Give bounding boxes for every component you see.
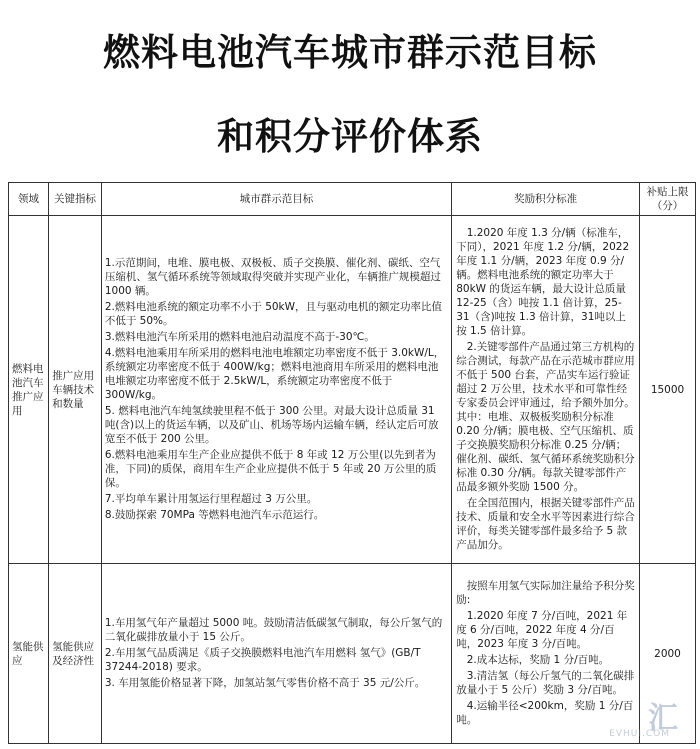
row-indicator: 氢能供应及经济性 [49,564,102,744]
goal-item: 8.鼓励探索 70MPa 等燃料电池汽车示范运行。 [104,508,325,521]
row-rules [452,216,640,564]
rule-item: 2.关键零部件产品通过第三方机构的综合测试，每款产品在示范城市群应用不低于 500 台套，产品实车运行验证超过 2 万公里，技术水平和可靠性经专家委员会评审通过，给予额外加分。其中：电堆、双极板奖励积分标准 0.20 分/辆；膜电极、空气压缩机、质子交换膜奖励积分标准 0.25 分/辆；催化剂、碳纸、氢气循环系统奖励积分标准 0.30 分/辆。每款关键零部件产品最多额外奖励 1500 分。 [456,340,635,493]
header-indicator: 关键指标 [49,183,102,216]
goal-item: 1.示范期间，电堆、膜电极、双极板、质子交换膜、催化剂、碳纸、空气压缩机、氢气循环系统等领域取得突破并实现产业化，车辆推广规模超过 1000 辆。 [104,256,441,297]
row-cap: 2000 [640,564,696,744]
watermark-small: EVHUI.COM [609,729,670,739]
rule-item: 3.清洁氢（每公斤氢气的二氧化碳排放量小于 5 公斤）奖励 3 分/百吨。 [456,669,635,696]
rule-item: 2.成本达标，奖励 1 分/百吨。 [466,653,610,666]
rule-item: 1.2020 年度 7 分/百吨，2021 年度 6 分/百吨，2022 年度 4 分/百吨，2023 年度 3 分/百吨。 [456,609,628,650]
evaluation-table [8,182,696,744]
page-title-line1: 燃料电池汽车城市群示范目标 [103,31,597,74]
goal-item: 3. 车用氢能价格显著下降，加氢站氢气零售价格不高于 35 元/公斤。 [104,676,426,689]
goal-item: 2.车用氢气品质满足《质子交换膜燃料电池汽车用燃料 氢气》(GB/T 37244-2018) 要求。 [104,646,421,673]
rule-item: 1.2020 年度 1.3 分/辆（标准车，下同），2021 年度 1.2 分/辆，2022 年度 1.1 分/辆，2023 年度 0.9 分/辆。燃料电池系统的额定功率大于 80kW 的货运车辆，最大设计总质量 12-25（含）吨按 1.1 倍计算，25-31（含)吨按 1.3 倍计算，31吨以上按 1.5 倍计算。 [456,226,630,337]
header-domain: 领域 [9,183,49,216]
row-goals [101,564,451,744]
goal-item: 1.车用氢气年产量超过 5000 吨。鼓励清洁低碳氢气制取，每公斤氢气的二氧化碳排放量小于 15 公斤。 [104,616,443,643]
goal-item: 3.燃料电池汽车所采用的燃料电池启动温度不高于-30℃。 [104,330,375,343]
watermark-logo [572,693,692,743]
header-cap: 补贴上限（分） [640,183,696,216]
rule-item: 在全国范围内，根据关键零部件产品技术、质量和安全水平等因素进行综合评价，每类关键零部件最多给予 5 款产品加分。 [456,496,635,551]
row-cap: 15000 [640,216,696,564]
table-header-row [9,183,696,216]
rule-item: 4.运输半径<200km，奖励 1 分/百吨。 [456,699,634,726]
goal-item: 4.燃料电池乘用车所采用的燃料电池电堆额定功率密度不低于 3.0kW/L，系统额定功率密度不低于 400W/kg；燃料电池商用车所采用的燃料电池电堆额定功率密度不低于 2.5kW/L，系统额定功率密度不低于 300W/kg。 [104,346,445,401]
row-goals [101,216,451,564]
header-rule: 奖励积分标准 [452,183,640,216]
row-domain: 燃料电池汽车推广应用 [9,216,49,564]
goal-item: 2.燃料电池系统的额定功率不小于 50kW，且与驱动电机的额定功率比值不低于 50%。 [104,300,443,327]
rule-item: 按照车用氢气实际加注量给予积分奖励: [456,579,635,606]
row-domain: 氢能供应 [9,564,49,744]
goal-item: 7.平均单车累计用氢运行里程超过 3 万公里。 [104,492,318,505]
row-indicator: 推广应用车辆技术和数量 [49,216,102,564]
watermark-big: 汇 [648,701,678,736]
goal-item: 6.燃料电池乘用车生产企业应提供不低于 8 年或 12 万公里(以先到者为准，下同)的质保，商用车生产企业应提供不低于 5 年或 20 万公里的质保。 [104,448,437,489]
page-title-line2: 和积分评价体系 [217,115,483,158]
table-row [9,216,696,564]
header-goal: 城市群示范目标 [101,183,451,216]
goal-item: 5. 燃料电池汽车纯氢续驶里程不低于 300 公里。对最大设计总质量 31 吨(含)以上的货运车辆，以及矿山、机场等场内运输车辆，经认定后可放宽至不低于 200 公里。 [104,404,439,445]
